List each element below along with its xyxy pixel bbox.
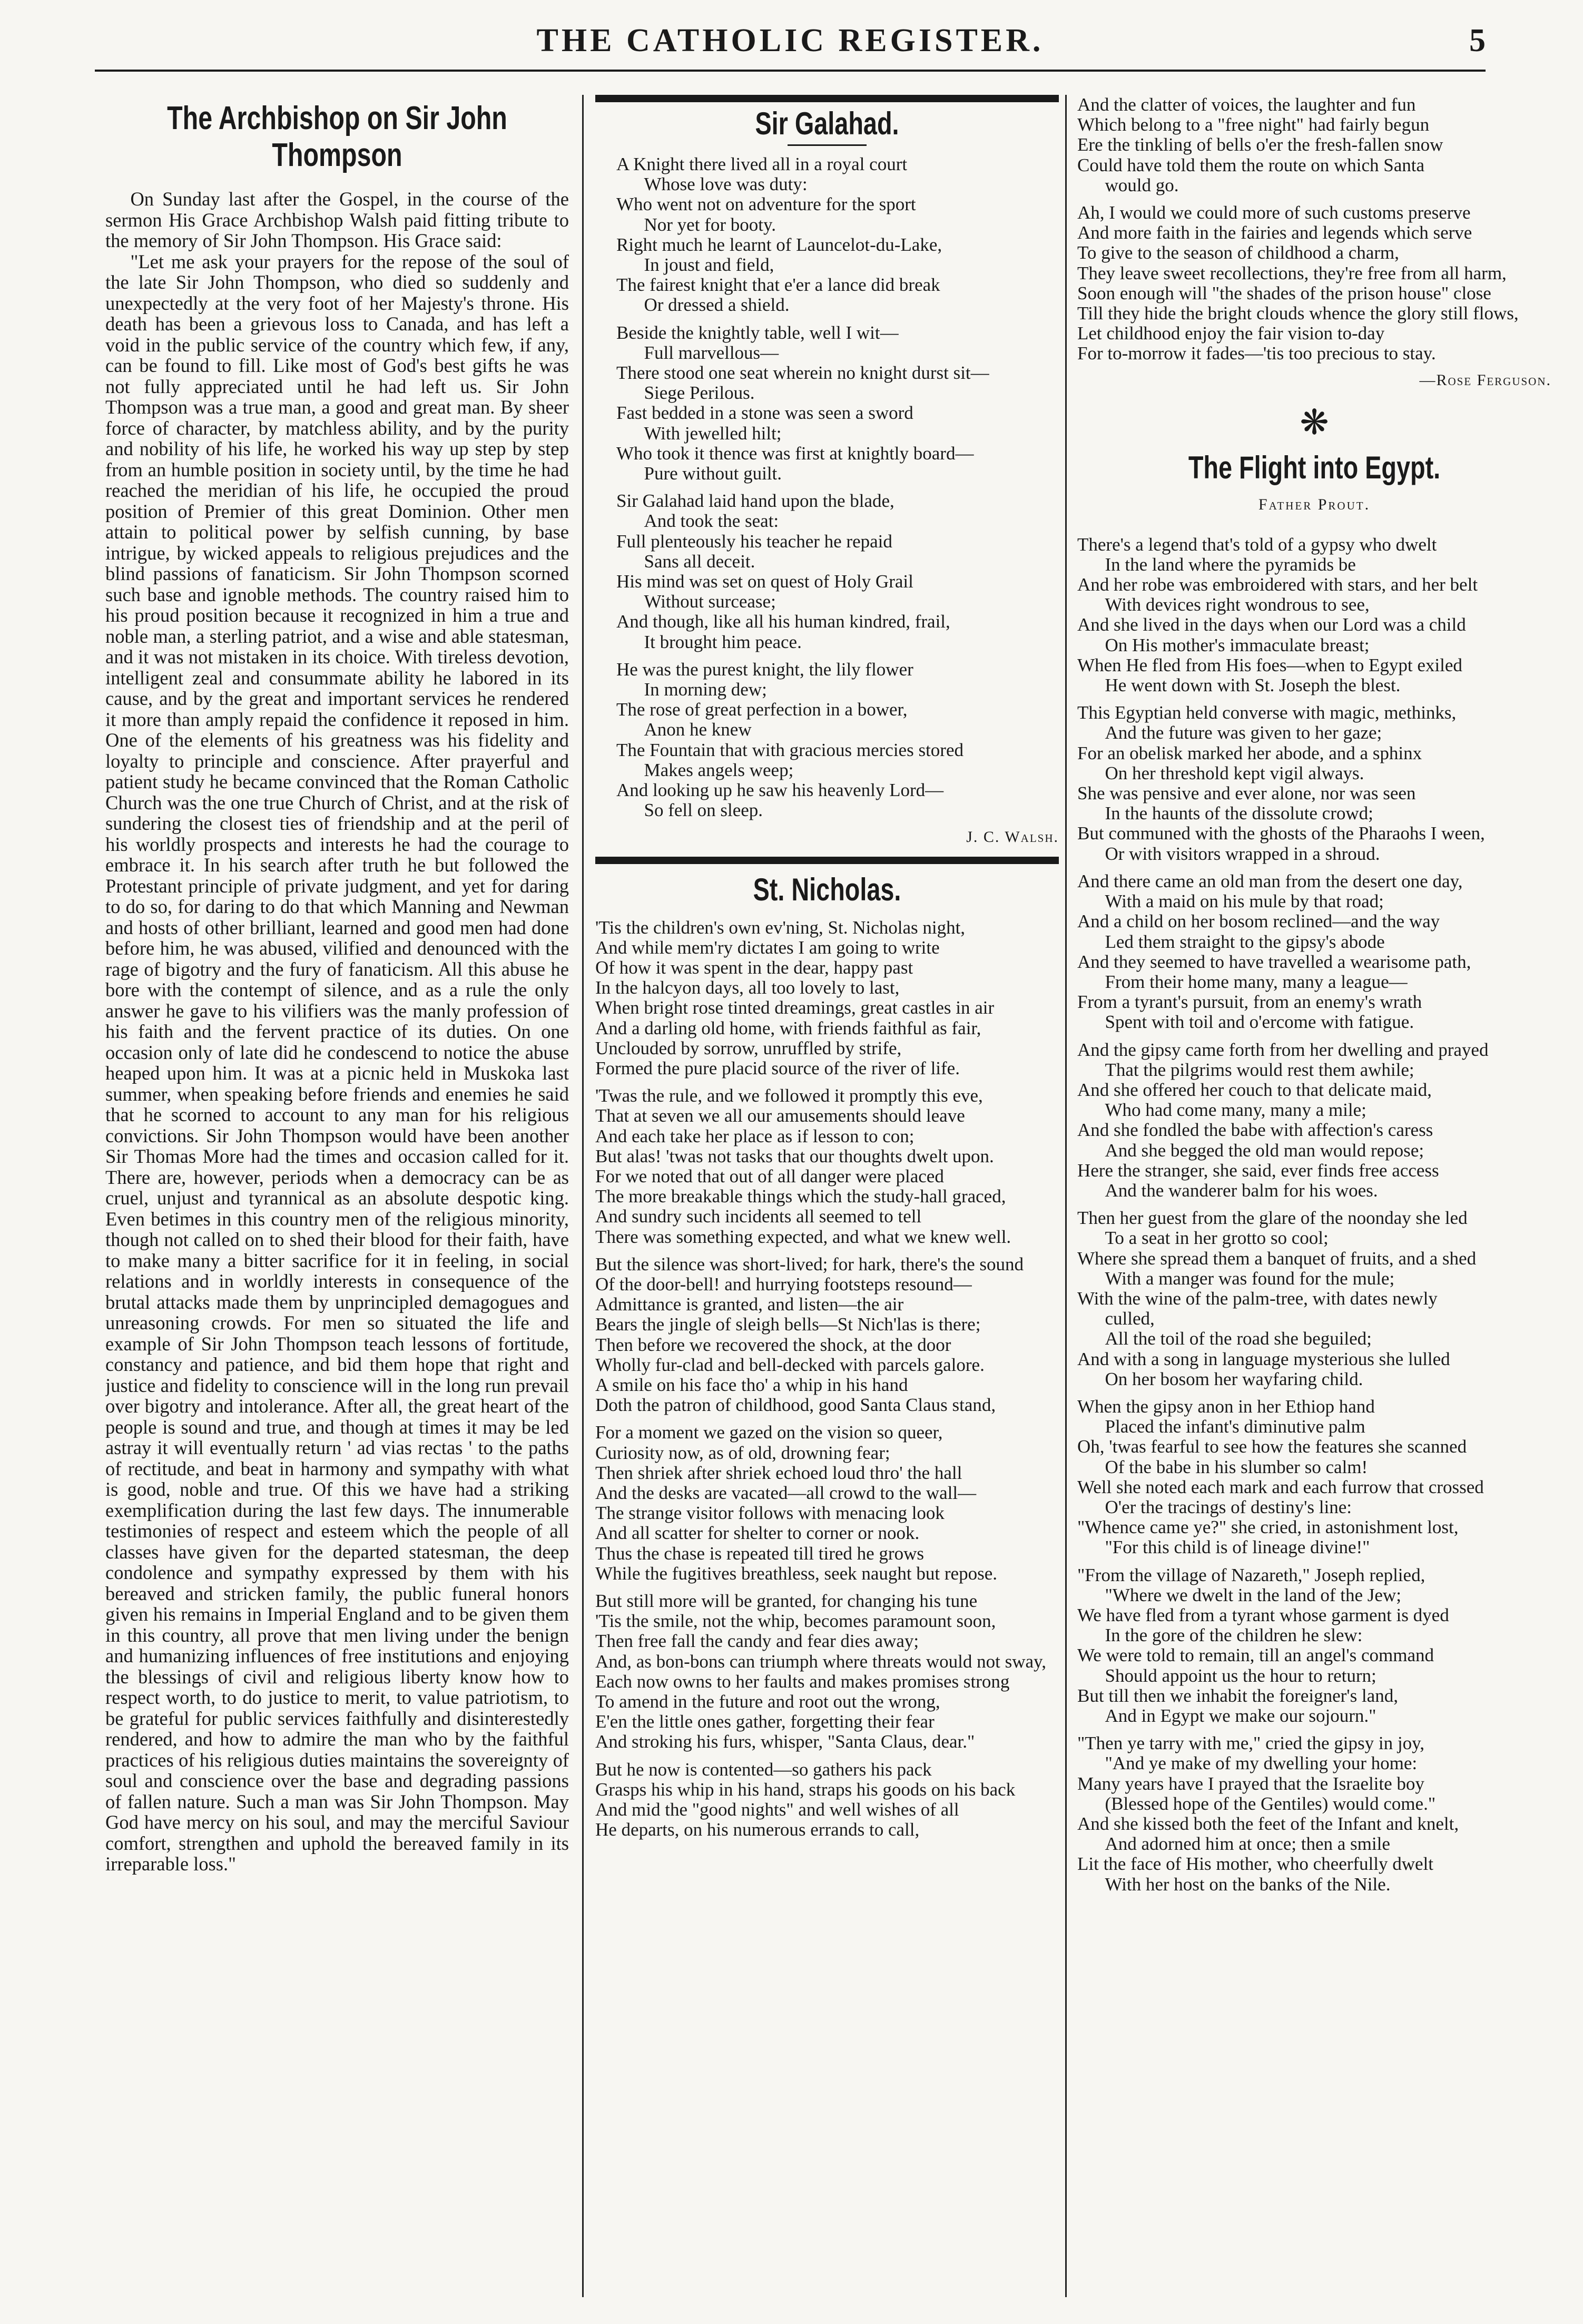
poem-line: 'Twas the rule, and we followed it promptly this eve, [595,1085,983,1106]
poem-line: And, as bon-bons can triumph where threats would not sway, [595,1651,1047,1672]
poem-line: The Fountain that with gracious mercies stored [616,739,964,760]
stanza [616,323,1059,484]
poem-line: Right much he learnt of Launcelot-du-Lake, [616,234,942,255]
poem-line: Sans all deceit. [644,551,755,572]
poem-line: Soon enough will "the shades of the prison house" close [1077,282,1491,303]
poem-line: But alas! 'twas not tasks that our thoughts dwelt upon. [595,1145,994,1166]
poem-line: And she fondled the babe with affection's caress [1077,1120,1433,1141]
poem-line: Nor yet for booty. [644,214,776,235]
page-number: 5 [1469,23,1486,58]
poem-line: Which belong to a "free night" had fairly begun [1077,114,1430,135]
poem-line: The fairest knight that e'er a lance did break [616,274,940,296]
poem-line: In the land where the pyramids be [1105,554,1356,575]
poem-line: They leave sweet recollections, they're free from all harm, [1077,262,1507,283]
poem-line: 'Tis the smile, not the whip, becomes paramount soon, [595,1611,996,1632]
poem-line: On His mother's immaculate breast; [1105,634,1370,655]
poem-line: Well she noted each mark and each furrow that crossed [1077,1476,1484,1497]
poem-line: Beside the knightly table, well I wit— [616,322,899,343]
poem-line: Fast bedded in a stone was seen a sword [616,403,913,424]
title-underline [788,144,867,146]
poem-line: And she lived in the days when our Lord was a child [1077,614,1466,635]
poem-line: To give to the season of childhood a charm, [1077,242,1399,263]
poem-line: But communed with the ghosts of the Pharaohs I ween, [1077,823,1485,844]
stanza [616,660,1059,821]
poem-line: Led them straight to the gipsy's abode [1105,931,1385,952]
poem-nicholas-continued [1077,95,1551,364]
poem-line: Who took it thence was first at knightly board— [616,443,974,464]
poem-line: Without surcease; [644,591,776,612]
poem-title-nicholas: St. Nicholas. [753,871,901,907]
poem-line: A Knight there lived all in a royal court [616,154,908,174]
stanza [595,1086,1059,1247]
poem-line: Pure without guilt. [644,463,782,484]
stanza [595,1760,1059,1840]
stanza [1077,1397,1551,1558]
poem-line: The more breakable things which the study-hall graced, [595,1186,1006,1207]
poem-line: And the clatter of voices, the laughter and fun [1077,95,1416,115]
poem-line: All the toil of the road she beguiled; [1105,1328,1372,1349]
poem-line: Should appoint us the hour to return; [1105,1665,1376,1686]
column-1 [105,95,569,2300]
stanza [1077,1208,1551,1389]
article-intro: On Sunday last after the Gospel, in the course of the sermon His Grace Archbishop Walsh paid fitting tribute to the memory of Sir John Thompson. His Grace said: [105,188,569,251]
poem-author-egypt: Father Prout. [1258,495,1371,513]
poem-line: And in Egypt we make our sojourn." [1105,1705,1376,1727]
poem-line: And adorned him at once; then a smile [1105,1833,1390,1855]
poem-line: When He fled from His foes—when to Egypt exiled [1077,654,1462,675]
article-headline: The Archbishop on Sir John Thompson [167,100,507,173]
poem-line: Anon he knew [644,719,752,740]
poem-line: And while mem'ry dictates I am going to write [595,937,940,958]
poem-line: Who went not on adventure for the sport [616,194,916,215]
poem-line: There's a legend that's told of a gypsy who dwelt [1077,534,1437,555]
poem-title-galahad: Sir Galahad. [755,106,899,141]
poem-line: Of the door-bell! and hurrying footsteps resound— [595,1273,972,1295]
poem-line: Full plenteously his teacher he repaid [616,531,892,552]
poem-line: He was the purest knight, the lily flower [616,659,913,680]
section-rule [595,95,1059,102]
poem-line: But he now is contented—so gathers his pack [595,1759,932,1780]
poem-line: But still more will be granted, for changing his tune [595,1591,978,1611]
poem-galahad [595,154,1059,821]
poem-line: We were told to remain, till an angel's command [1077,1645,1434,1666]
poem-line: From a tyrant's pursuit, from an enemy's wrath [1077,992,1422,1013]
poem-line: In the gore of the children he slew: [1105,1625,1363,1646]
poem-line: Then before we recovered the shock, at the door [595,1334,951,1355]
poem-line: With a manger was found for the mule; [1105,1268,1395,1289]
poem-line: Whose love was duty: [644,174,808,195]
poem-line: And she begged the old man would repose; [1105,1140,1424,1161]
poem-line: Doth the patron of childhood, good Santa Claus stand, [595,1395,996,1416]
poem-line: For we noted that out of all danger were placed [595,1165,944,1186]
poem-line: In joust and field, [644,254,774,276]
poem-line: "From the village of Nazareth," Joseph replied, [1077,1564,1425,1585]
poem-line: Siege Perilous. [644,383,755,404]
poem-line: O'er the tracings of destiny's line: [1105,1496,1352,1517]
stanza [1077,1733,1551,1895]
stanza [595,1591,1059,1752]
poem-line: And more faith in the fairies and legends which serve [1077,222,1472,243]
poem-line: The rose of great perfection in a bower, [616,699,908,720]
poem-line: Then her guest from the glare of the noonday she led [1077,1208,1468,1229]
stanza [1077,1565,1551,1727]
stanza [595,1254,1059,1416]
article-body: "Let me ask your prayers for the repose of the soul of the late Sir John Thompson, who died so suddenly and unexpectedly at the very foot of her Majesty's throne. His death has been a grievous loss to Canada, and has left a void in the public service of the country which few, if any, can be found to fill. Like most of God's best gifts he was not fully appreciated until he had left us. Sir John Thompson was a true man, a good and great man. By sheer force of character, by matchless ability, and by the purity and nobility of his life, he worked his way up step by step from an humble position in society until, by the time he had reached the meridian of his life, he occupied the proud position of Premier of this great Dominion. Other men attain to political power by selfish cunning, by base intrigue, by wicked appeals to religious prejudices and the blind passions of fanaticism. Sir John Thompson scorned such base and ignoble methods. The country raised him to his proud position because it recognized in him a true and noble man, a sterling patriot, and a wise and able statesman, and it was not mistaken in its choice. With tireless devotion, intelligent zeal and consummate ability he labored in its cause, and by the great and important services he rendered it more than amply repaid the confidence it reposed in him. One of the elements of his greatness was his fidelity and loyalty to principle and conscience. After prayerful and patient study he became convinced that the Roman Catholic Church was the one true Church of Christ, and at the risk of sundering the closest ties of friendship and at the peril of his worldly prospects and interests he had the courage to embrace it. In his search after truth he but followed the Protestant principle of private judgment, and yet for daring to do so, for daring to do that which Manning and Newman and hosts of other brilliant, learned and good men had done before him, he was abused, vilified and denounced with the rage of bigotry and the fury of fanaticism. All this abuse he bore with the contempt of silence, and as a rule the only answer he gave to his vilifiers was the manly profession of his faith and the fervent practice of its duties. On one occasion only of late did he condescend to notice the abuse heaped upon him. It was at a picnic held in Muskoka last summer, when speaking before friends and enemies he said that he scorned to account to any man for his religious convictions. Sir John Thompson would have been another Sir Thomas More had the times and occasion called for it. There are, however, periods when a democracy can be as cruel, unjust and tyrannical as an absolute despotic king. Even betimes in this country men of the religious minority, though not called on to shed their blood for their faith, have to make many a bitter sacrifice for it in feeling, in social relations and in worldly interests in consequence of the brutal attacks made them by unprincipled demagogues and unreasoning crowds. For men so situated the life and example of Sir John Thompson teach lessons of fortitude, constancy and patience, and bid them hope that right and justice and fidelity to conscience will in the long run prevail over bigotry and intolerance. After all, the great heart of the people is sound and true, and though at times it may be led astray it will eventually return ' ad vias rectas ' to the paths of rectitude, and beat in harmony and sympathy with what is good, noble and true. Of this we have had a striking exemplification during the last few days. The innumerable testimonies of respect and esteem which the people of all classes have given for the departed statesman, the deep condolence and sympathy expressed by them with his bereaved and stricken family, the public funeral honors given his remains in Imperial England and to be given them in this country, all prove that men living under the benign and humanizing influences of free institutions and enjoying the blessings of civil and religious liberty know how to respect worth, to do justice to merit, to value patriotism, to be grateful for public services faithfully and disinterestedly rendered, and how to admire the man who by the faithful practices of his religious duties maintains the sovereignty of soul and conscience over the base and degrading passions of fallen nature. Such a man was Sir John Thompson. May God have mercy on his soul, and may the merciful Saviour comfort, strengthen and uphold the bereaved family in its irreparable loss." [105,250,569,1875]
poem-line: With the wine of the palm-tree, with dates newly [1077,1288,1438,1309]
stanza [1077,703,1551,864]
poem-line: To a seat in her grotto so cool; [1105,1228,1329,1249]
poem-line: For to-morrow it fades—'tis too precious to stay. [1077,343,1436,364]
poem-egypt [1077,535,1551,1895]
poem-line: But till then we inhabit the foreigner's land, [1077,1685,1398,1706]
stanza [616,491,1059,652]
poem-line: Sir Galahad laid hand upon the blade, [616,491,894,512]
poem-line: Many years have I prayed that the Israelite boy [1077,1773,1424,1794]
poem-line: "Then ye tarry with me," cried the gipsy in joy, [1077,1733,1425,1754]
poem-author-nicholas: —Rose Ferguson. [1419,371,1551,389]
stanza [616,154,1059,316]
masthead [95,23,1486,72]
poem-line: "For this child is of lineage divine!" [1105,1537,1370,1558]
poem-title-egypt: The Flight into Egypt. [1188,449,1441,485]
poem-line: And mid the "good nights" and well wishes of all [595,1799,959,1820]
poem-line: And the desks are vacated—all crowd to the wall— [595,1482,977,1503]
poem-line: And she offered her couch to that delicate maid, [1077,1079,1432,1100]
poem-line: With a maid on his mule by that road; [1105,891,1384,912]
poem-line: She was pensive and ever alone, nor was seen [1077,783,1416,804]
poem-line: There was something expected, and what we knew well. [595,1226,1011,1247]
poem-line: Oh, 'twas fearful to see how the features she scanned [1077,1436,1467,1457]
poem-line: And they seemed to have travelled a wearisome path, [1077,951,1471,972]
poem-line: His mind was set on quest of Holy Grail [616,571,913,592]
poem-line: Here the stranger, she said, ever finds free access [1077,1160,1439,1181]
poem-line: Till they hide the bright clouds whence the glory still flows, [1077,303,1519,324]
poem-line: So fell on sleep. [644,800,763,821]
poem-line: Where she spread them a banquet of fruits, and a shed [1077,1248,1477,1269]
poem-line: And she kissed both the feet of the Infant and knelt, [1077,1813,1459,1835]
poem-line: A smile on his face tho' a whip in his hand [595,1374,908,1395]
poem-line: Could have told them the route on which Santa [1077,154,1425,175]
poem-line: Placed the infant's diminutive palm [1105,1416,1365,1437]
poem-line: "Where we dwelt in the land of the Jew; [1105,1584,1401,1605]
poem-line: 'Tis the children's own ev'ning, St. Nicholas night, [595,917,966,938]
newspaper-title: THE CATHOLIC REGISTER. [536,23,1044,58]
poem-line: Grasps his whip in his hand, straps his goods on his back [595,1779,1016,1800]
poem-line: And there came an old man from the desert one day, [1077,870,1463,891]
column-divider [1065,95,1067,2297]
poem-line: But the silence was short-lived; for hark, there's the sound [595,1253,1024,1274]
stanza [595,918,1059,1079]
poem-line: Let childhood enjoy the fair vision to-day [1077,323,1385,344]
poem-line: And a darling old home, with friends faithful as fair, [595,1017,981,1038]
poem-line: And each take her place as if lesson to con; [595,1125,915,1146]
poem-line: And stroking his furs, whisper, "Santa Claus, dear." [595,1731,975,1752]
poem-line: Then free fall the candy and fear dies away; [595,1631,919,1652]
poem-line: While the fugitives breathless, seek naught but repose. [595,1563,997,1584]
poem-line: Formed the pure placid source of the river of life. [595,1057,960,1078]
poem-line: Or with visitors wrapped in a shroud. [1105,843,1380,864]
poem-line: With her host on the banks of the Nile. [1105,1874,1391,1895]
poem-line: And sundry such incidents all seemed to tell [595,1206,922,1227]
poem-line: In the haunts of the dissolute crowd; [1105,803,1373,824]
stanza [1077,203,1551,364]
poem-line: He went down with St. Joseph the blest. [1105,675,1401,696]
poem-line: It brought him peace. [644,631,802,652]
poem-line: When bright rose tinted dreamings, great castles in air [595,997,995,1018]
poem-line: This Egyptian held converse with magic, methinks, [1077,702,1457,723]
poem-line: Curiosity now, as of old, drowning fear; [595,1442,890,1463]
poem-line: Makes angels weep; [644,759,794,780]
poem-line: That at seven we all our amusements should leave [595,1105,965,1126]
poem-line: The strange visitor follows with menacing look [595,1503,945,1524]
stanza [1077,1040,1551,1201]
poem-line: "And ye make of my dwelling your home: [1105,1753,1418,1774]
poem-line: Wholly fur-clad and bell-decked with parcels galore. [595,1354,985,1375]
column-2 [595,95,1059,2300]
poem-line: Ere the tinkling of bells o'er the fresh-fallen snow [1077,134,1443,155]
poem-line: And the gipsy came forth from her dwelling and prayed [1077,1039,1489,1060]
poem-line: Ah, I would we could more of such customs preserve [1077,202,1471,223]
poem-line: To amend in the future and root out the wrong, [595,1691,940,1712]
poem-line: And the future was given to her gaze; [1105,722,1382,743]
poem-line: In morning dew; [644,679,767,700]
poem-line: That the pilgrims would rest them awhile; [1105,1059,1414,1080]
column-divider [582,95,584,2297]
poem-line: Lit the face of His mother, who cheerfully dwelt [1077,1854,1434,1875]
stanza [1077,871,1551,1033]
poem-line: Then shriek after shriek echoed loud thro' the hall [595,1462,962,1483]
poem-line: And all scatter for shelter to corner or nook. [595,1523,920,1544]
stanza [595,1423,1059,1584]
poem-line: When the gipsy anon in her Ethiop hand [1077,1396,1375,1417]
poem-line: On her threshold kept vigil always. [1105,762,1364,783]
poem-line: Of how it was spent in the dear, happy past [595,957,913,978]
poem-line: Of the babe in his slumber so calm! [1105,1456,1368,1477]
section-rule [595,857,1059,864]
poem-line: culled, [1105,1308,1155,1329]
poem-line: For a moment we gazed on the vision so queer, [595,1422,943,1443]
poem-line: Thus the chase is repeated till tired he grows [595,1543,924,1564]
poem-line: Spent with toil and o'ercome with fatigue. [1105,1012,1414,1033]
poem-line: Admittance is granted, and listen—the air [595,1294,904,1315]
poem-line: Unclouded by sorrow, unruffled by strife, [595,1037,902,1058]
poem-author-galahad: J. C. Walsh. [966,828,1059,846]
poem-line: And the wanderer balm for his woes. [1105,1180,1378,1201]
ornament-icon: ❋ [1300,403,1329,442]
poem-line: (Blessed hope of the Gentiles) would come." [1105,1793,1436,1814]
poem-line: In the halcyon days, all too lovely to last, [595,977,900,998]
poem-line: With devices right wondrous to see, [1105,594,1370,615]
poem-line: E'en the little ones gather, forgetting their fear [595,1711,935,1732]
poem-line: And though, like all his human kindred, frail, [616,611,950,632]
stanza [1077,95,1551,195]
poem-line: There stood one seat wherein no knight durst sit— [616,362,989,384]
poem-line: "Whence came ye?" she cried, in astonishment lost, [1077,1517,1459,1538]
poem-line: And a child on her bosom reclined—and the way [1077,911,1440,932]
poem-line: Bears the jingle of sleigh bells—St Nich'las is there; [595,1314,981,1335]
poem-line: From their home many, many a league— [1105,971,1408,992]
stanza [1077,535,1551,696]
poem-line: And with a song in language mysterious she lulled [1077,1348,1450,1369]
column-3 [1077,95,1551,2300]
poem-line: Or dressed a shield. [644,295,790,316]
poem-line: And looking up he saw his heavenly Lord— [616,780,944,801]
poem-line: On her bosom her wayfaring child. [1105,1368,1363,1389]
poem-line: Each now owns to her faults and makes promises strong [595,1671,1010,1692]
poem-nicholas [595,918,1059,1840]
poem-line: We have fled from a tyrant whose garment is dyed [1077,1605,1449,1625]
poem-line: And took the seat: [644,511,779,532]
poem-line: Who had come many, many a mile; [1105,1100,1366,1121]
poem-line: Full marvellous— [644,342,779,363]
poem-line: With jewelled hilt; [644,423,782,444]
poem-line: He departs, on his numerous errands to call, [595,1819,920,1840]
poem-line: And her robe was embroidered with stars, and her belt [1077,574,1478,595]
poem-line: would go. [1105,174,1179,195]
poem-line: For an obelisk marked her abode, and a sphinx [1077,742,1422,763]
